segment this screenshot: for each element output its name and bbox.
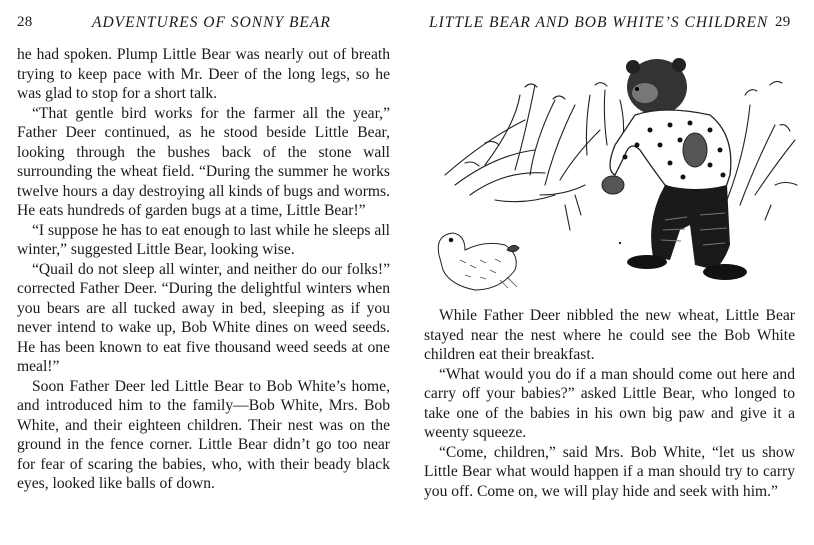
paragraph: “What would you do if a man should come out here and carry off your babies?” asked Little Bear, who longed to take one of the babies in his own big paw and give it a weenty squeeze. [424,365,795,441]
paragraph: “I suppose he has to eat enough to last while he sleeps all winter,” suggested Little Bear, looking wise. [17,221,390,258]
paragraph: he had spoken. Plump Little Bear was nearly out of breath trying to keep pace with Mr. Deer of the long legs, so he was glad to stop for a short talk. [17,46,390,102]
page-number: 28 [17,14,33,30]
body-text [424,306,795,501]
body-text [17,45,390,494]
book-title: ADVENTURES OF SONNY BEAR [92,14,331,31]
paragraph: “That gentle bird works for the farmer all the year,” Father Deer continued, as he stood beside Little Bear, looking through the bushes back of the stone wall surrounding the wheat field. “During the summer he works twelve hours a day destroying all kinds of bugs and worms. He eats hundreds of garden bugs at a time, Little Bear!” [17,104,390,219]
bear-and-quail-illustration [425,45,803,303]
illustration-drawing [425,45,803,303]
paragraph: Soon Father Deer led Little Bear to Bob White’s home, and introduced him to the family—Bob White, Mrs. Bob White, and their eighteen children. Their nest was on the ground in the fence corner. Little Bear didn’t go too near for fear of scaring the babies, who, with their beady black eyes, looked like balls of down. [17,377,390,492]
chapter-title: LITTLE BEAR AND BOB WHITE’S CHILDREN [429,14,769,31]
paragraph: “Come, children,” said Mrs. Bob White, “let us show Little Bear what would happen if a man should try to carry you off. Come on, we will play hide and seek with him.” [424,443,795,500]
page-number: 29 [775,14,791,30]
right-page [407,0,814,545]
paragraph: “Quail do not sleep all winter, and neither do our folks!” corrected Father Deer. “During the delightful winters when you bears are all tucked away in bed, sleeping as if you never intend to wake up, Bob White dines on weed seeds. He has been known to eat five thousand weed seeds at one meal!” [17,260,390,375]
paragraph: While Father Deer nibbled the new wheat, Little Bear stayed near the nest where he could see the Bob White children eat their breakfast. [424,307,795,363]
